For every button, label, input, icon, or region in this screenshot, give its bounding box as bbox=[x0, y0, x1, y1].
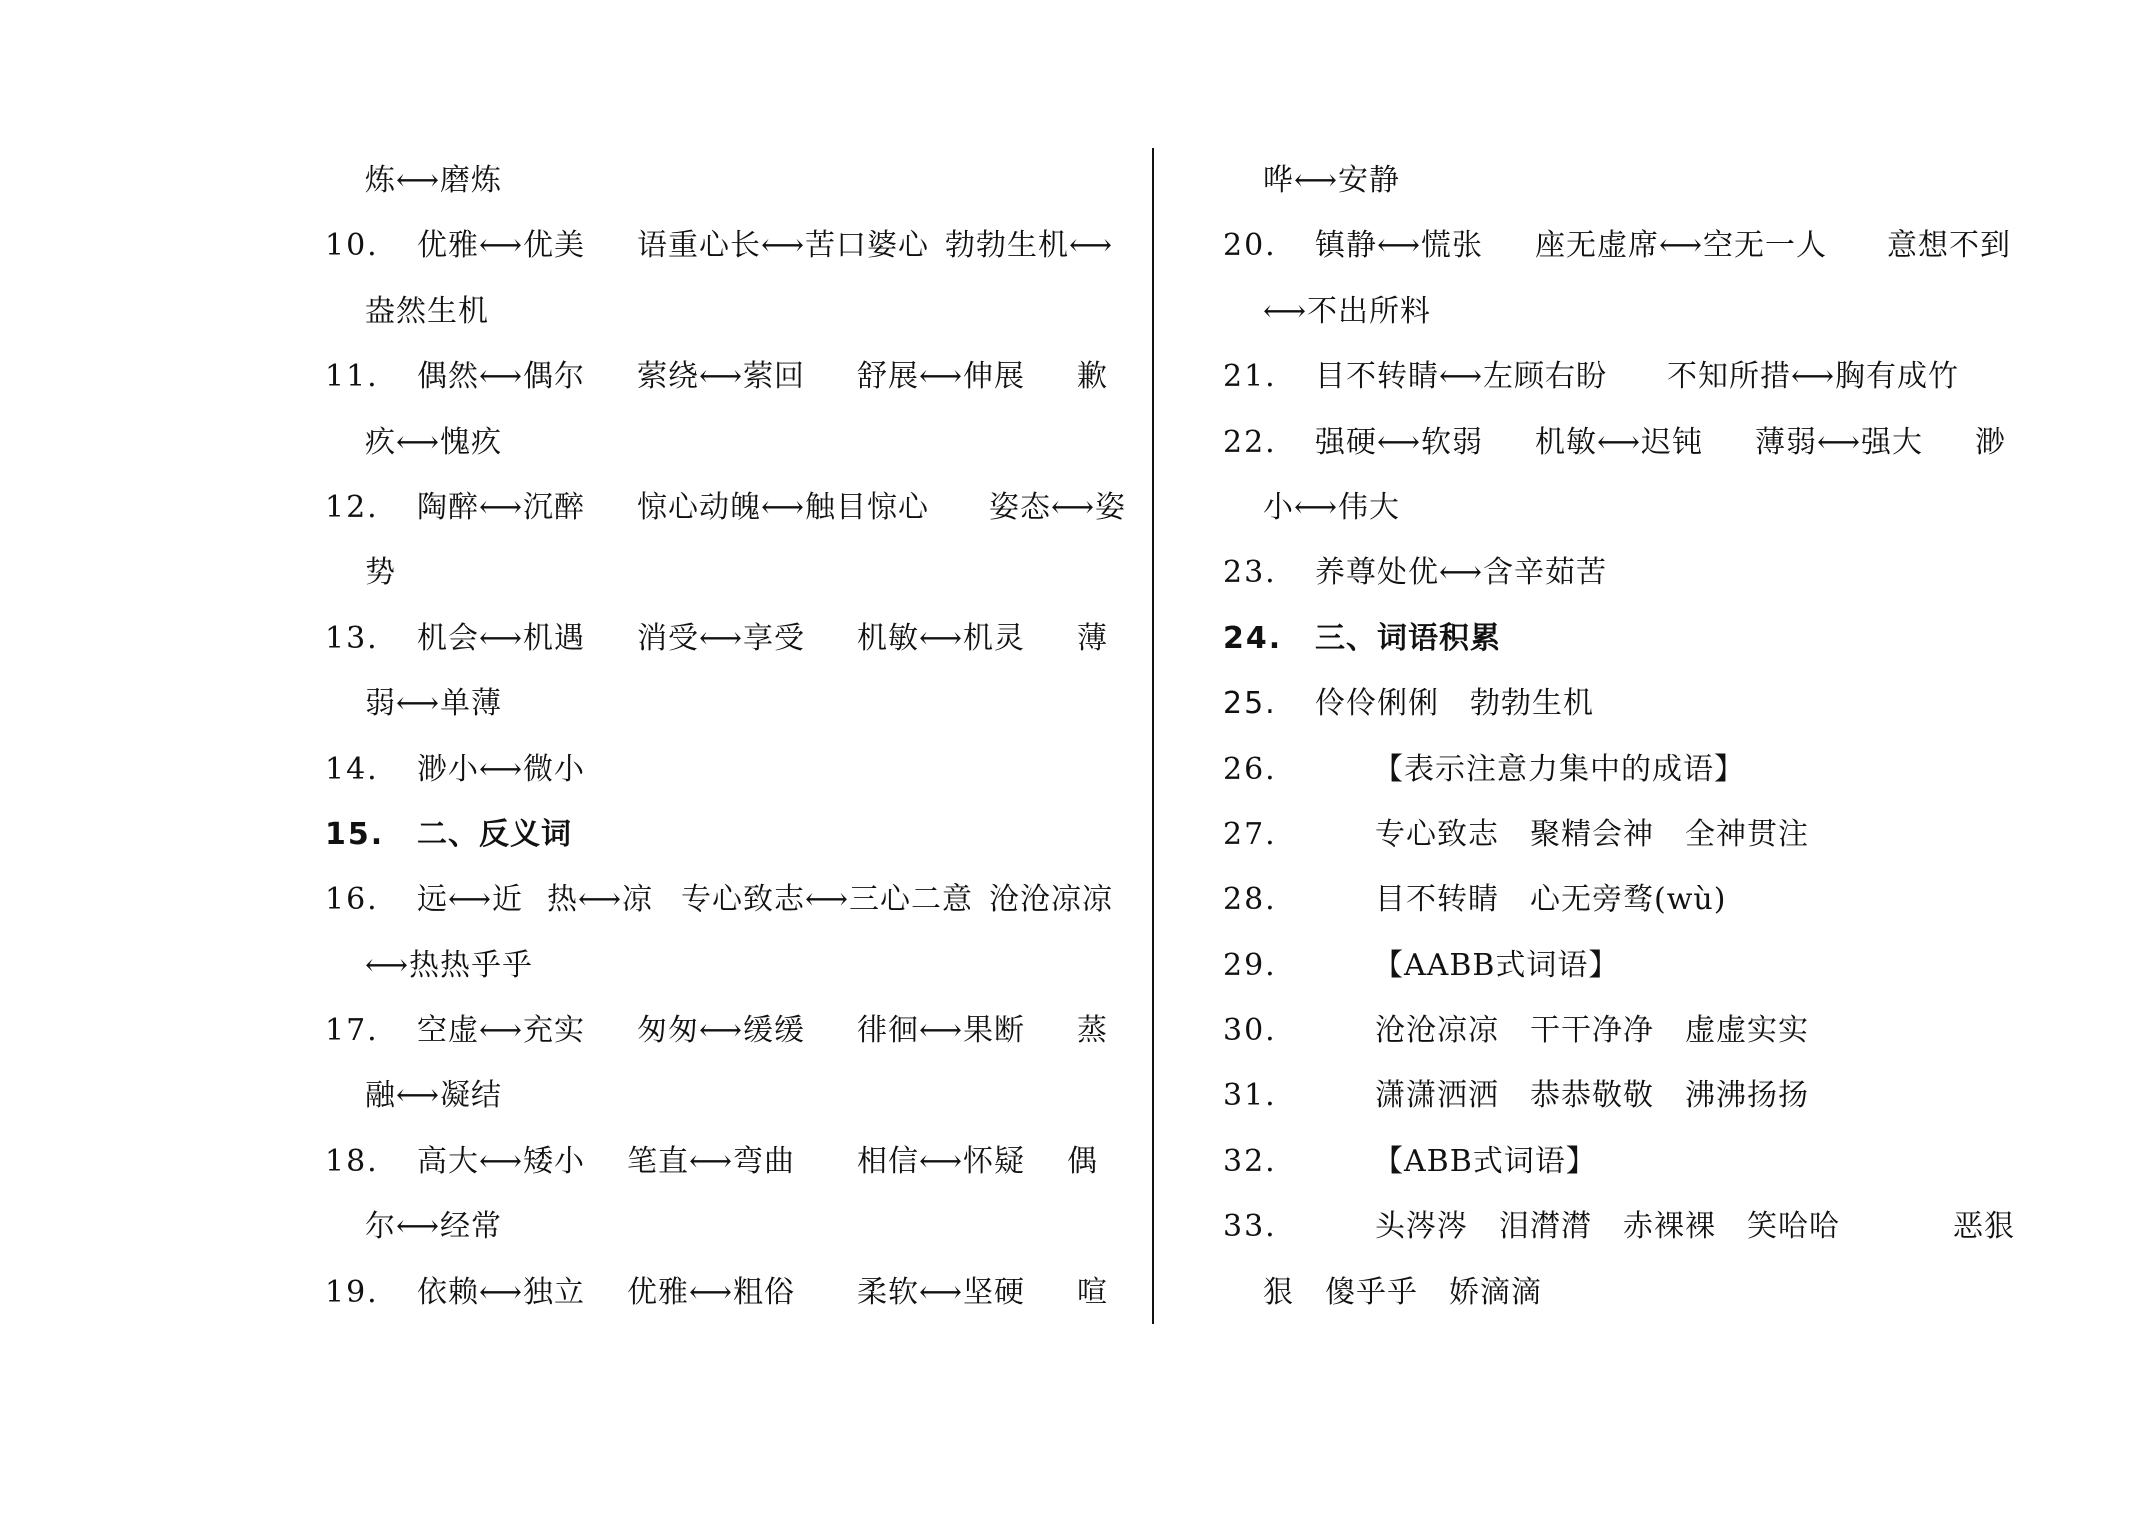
text-line: 尔⟷经常 bbox=[365, 1209, 503, 1245]
category-label: 【表示注意力集中的成语】 bbox=[1373, 751, 1745, 787]
word-pair: 热⟷凉 bbox=[547, 882, 654, 918]
word-pair: 匆匆⟷缓缓 bbox=[637, 1013, 806, 1049]
list-item-27 bbox=[1223, 802, 2023, 867]
item-number: 32. bbox=[1223, 1143, 1277, 1179]
list-item-11 bbox=[325, 344, 1115, 409]
list-item-17 bbox=[325, 998, 1115, 1063]
word-fragment: 恶狠 bbox=[1953, 1209, 2015, 1245]
list-item-16 bbox=[325, 867, 1115, 932]
word-list: 潇潇洒洒 恭恭敬敬 沸沸扬扬 bbox=[1375, 1078, 1809, 1114]
word-pair: 徘徊⟷果断 bbox=[857, 1013, 1026, 1049]
list-item-14 bbox=[325, 737, 1115, 802]
item-number: 18. bbox=[325, 1143, 379, 1179]
word-list: 伶伶俐俐 勃勃生机 bbox=[1315, 686, 1594, 722]
text-line: 小⟷伟大 bbox=[1263, 489, 1401, 525]
word-pair: 姿态⟷姿 bbox=[989, 489, 1127, 525]
list-item-29 bbox=[1223, 933, 2023, 998]
item-number: 16. bbox=[325, 882, 379, 918]
list-item-33 bbox=[1223, 1194, 2023, 1259]
item-number: 11. bbox=[325, 359, 379, 395]
item-number: 31. bbox=[1223, 1078, 1277, 1114]
word-pair: 优雅⟷优美 bbox=[417, 228, 586, 264]
list-item-32 bbox=[1223, 1129, 2023, 1194]
item-number: 24. bbox=[1223, 620, 1283, 656]
word-pair: 座无虚席⟷空无一人 bbox=[1535, 228, 1828, 264]
list-item-12 bbox=[325, 475, 1127, 540]
word-pair: 机会⟷机遇 bbox=[417, 620, 586, 656]
left-column bbox=[325, 148, 1127, 1325]
item-number: 10. bbox=[325, 228, 379, 264]
list-item-31 bbox=[1223, 1063, 2023, 1128]
text-line: 疚⟷愧疚 bbox=[365, 424, 503, 460]
word-pair: 不知所措⟷胸有成竹 bbox=[1667, 359, 1960, 395]
item-number: 30. bbox=[1223, 1013, 1277, 1049]
item-number: 22. bbox=[1223, 424, 1277, 460]
item-number: 19. bbox=[325, 1274, 379, 1310]
category-label: 【AABB式词语】 bbox=[1373, 947, 1620, 983]
list-item-18 bbox=[325, 1129, 1115, 1194]
text-line: 盎然生机 bbox=[365, 293, 489, 329]
word-pair: 薄弱⟷强大 bbox=[1755, 424, 1924, 460]
word-fragment: 喧 bbox=[1077, 1274, 1108, 1310]
word-pair: 机敏⟷迟钝 bbox=[1535, 424, 1704, 460]
word-pair: 沧沧凉凉 bbox=[989, 882, 1113, 918]
word-fragment: 偶 bbox=[1067, 1143, 1098, 1179]
word-pair: 目不转睛⟷左顾右盼 bbox=[1315, 359, 1608, 395]
list-item-21 bbox=[1223, 344, 2023, 409]
section-heading bbox=[1223, 606, 2023, 671]
category-label: 【ABB式词语】 bbox=[1373, 1143, 1597, 1179]
list-item-23 bbox=[1223, 540, 2023, 605]
item-number: 20. bbox=[1223, 228, 1277, 264]
item-number: 28. bbox=[1223, 882, 1277, 918]
item-number: 27. bbox=[1223, 816, 1277, 852]
item-number: 14. bbox=[325, 751, 379, 787]
list-item-22 bbox=[1223, 410, 2023, 475]
word-pair: 萦绕⟷萦回 bbox=[637, 359, 806, 395]
item-number: 26. bbox=[1223, 751, 1277, 787]
item-number: 25. bbox=[1223, 686, 1277, 722]
column-divider bbox=[1152, 148, 1154, 1324]
list-item-26 bbox=[1223, 737, 2023, 802]
item-number: 33. bbox=[1223, 1209, 1277, 1245]
word-pair: 语重心长⟷苦口婆心 bbox=[637, 228, 930, 264]
text-line: 哗⟷安静 bbox=[1263, 163, 1401, 198]
word-pair: 惊心动魄⟷触目惊心 bbox=[637, 489, 930, 525]
text-line: 炼⟷磨炼 bbox=[365, 163, 503, 198]
text-line: 融⟷凝结 bbox=[365, 1078, 503, 1114]
right-column bbox=[1223, 148, 2023, 1325]
text-line: 狠 傻乎乎 娇滴滴 bbox=[1263, 1274, 1542, 1310]
word-pair: 专心致志⟷三心二意 bbox=[681, 882, 974, 918]
word-list: 专心致志 聚精会神 全神贯注 bbox=[1375, 816, 1809, 852]
word-pair: 相信⟷怀疑 bbox=[857, 1143, 1026, 1179]
word-pair: 优雅⟷粗俗 bbox=[627, 1274, 796, 1310]
word-pair: 强硬⟷软弱 bbox=[1315, 424, 1484, 460]
item-number: 12. bbox=[325, 489, 379, 525]
word-pair: 勃勃生机⟷ bbox=[945, 228, 1114, 264]
word-pair: 舒展⟷伸展 bbox=[857, 359, 1026, 395]
section-heading bbox=[325, 802, 1115, 867]
word-fragment: 歉 bbox=[1077, 359, 1108, 395]
word-pair: 消受⟷享受 bbox=[637, 620, 806, 656]
word-pair: 远⟷近 bbox=[417, 882, 524, 918]
word-pair: 陶醉⟷沉醉 bbox=[417, 489, 586, 525]
word-pair: 意想不到 bbox=[1887, 228, 2011, 264]
text-line: 势 bbox=[365, 555, 396, 591]
list-item-30 bbox=[1223, 998, 2023, 1063]
word-pair: 镇静⟷慌张 bbox=[1315, 228, 1484, 264]
word-pair: 空虚⟷充实 bbox=[417, 1013, 586, 1049]
item-number: 23. bbox=[1223, 555, 1277, 591]
word-pair: 依赖⟷独立 bbox=[417, 1274, 586, 1310]
word-pair: 机敏⟷机灵 bbox=[857, 620, 1026, 656]
word-fragment: 蒸 bbox=[1077, 1013, 1108, 1049]
item-number: 13. bbox=[325, 620, 379, 656]
list-item-25 bbox=[1223, 671, 2023, 736]
word-pair: 养尊处优⟷含辛茹苦 bbox=[1315, 555, 1608, 591]
list-item-13 bbox=[325, 606, 1115, 671]
word-pair: 偶然⟷偶尔 bbox=[417, 359, 586, 395]
word-pair: 高大⟷矮小 bbox=[417, 1143, 586, 1179]
item-number: 15. bbox=[325, 816, 385, 852]
word-pair: 柔软⟷坚硬 bbox=[857, 1274, 1026, 1310]
item-number: 21. bbox=[1223, 359, 1277, 395]
word-list: 沧沧凉凉 干干净净 虚虚实实 bbox=[1375, 1013, 1809, 1049]
text-line: 弱⟷单薄 bbox=[365, 686, 503, 722]
word-list: 目不转睛 心无旁骛(wù) bbox=[1375, 882, 1727, 918]
list-item-28 bbox=[1223, 867, 2023, 932]
item-number: 29. bbox=[1223, 947, 1277, 983]
word-pair: 渺小⟷微小 bbox=[417, 751, 586, 787]
list-item-20 bbox=[1223, 213, 2023, 278]
word-fragment: 薄 bbox=[1077, 620, 1108, 656]
text-line: ⟷热热乎乎 bbox=[365, 947, 534, 983]
word-pair: 笔直⟷弯曲 bbox=[627, 1143, 796, 1179]
word-list: 头涔涔 泪潸潸 赤裸裸 笑哈哈 bbox=[1375, 1209, 1840, 1245]
heading-text: 二、反义词 bbox=[417, 816, 572, 852]
list-item-10 bbox=[325, 213, 1115, 278]
word-fragment: 渺 bbox=[1975, 424, 2006, 460]
item-number: 17. bbox=[325, 1013, 379, 1049]
text-line: ⟷不出所料 bbox=[1263, 293, 1432, 329]
list-item-19 bbox=[325, 1260, 1115, 1325]
heading-text: 三、词语积累 bbox=[1315, 620, 1501, 656]
